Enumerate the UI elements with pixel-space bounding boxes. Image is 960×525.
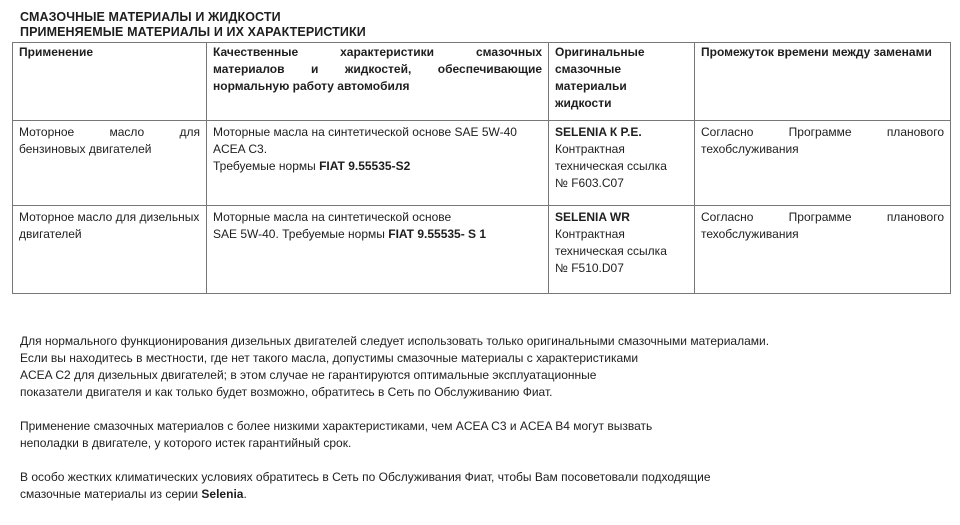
column-header-application: Применение: [13, 43, 207, 121]
cell-original-material: SELENIA К P.E. Контрактная техническая ссылка № F603.C07: [549, 121, 695, 206]
fiat-spec: FIAT 9.55535-S2: [319, 159, 411, 173]
table-header-row: [13, 43, 951, 121]
title-line-2: ПРИМЕНЯЕМЫЕ МАТЕРИАЛЫ И ИХ ХАРАКТЕРИСТИКИ: [20, 25, 366, 39]
product-name: SELENIA К P.E.: [555, 125, 642, 139]
title-line-1: СМАЗОЧНЫЕ МАТЕРИАЛЫ И ЖИДКОСТИ: [20, 10, 281, 24]
table-row: [13, 206, 951, 294]
lubricants-table: [12, 42, 951, 294]
cell-application: Моторное масло для дизельных двигателей: [13, 206, 207, 294]
notes-section: Для нормального функционирования дизельных двигателей следует использовать только оригинальными смазочными материалами. Если вы находитесь в местности, где нет такого масла, допустимы смазочные материалы с характеристиками ACEA C2 для дизельных двигателей; в этом случае не гарантируются оптимальные эксплуатационные показатели двигателя и как только будет возможно, обратитесь в Сеть по Обслуживанию Фиат. Применение смазочных материалов с более низкими характеристиками, чем ACEA C3 и ACEA B4 могут вызвать неполадки в двигателе, у которого истек гарантийный срок. В особо жестких климатических условиях обратитесь в Сеть по Обслуживания Фиат, чтобы Вам посоветовали подходящие смазочные материалы из серии Selenia.: [20, 334, 770, 501]
cell-application: Моторное масло для бензиновых двигателей: [13, 121, 207, 206]
cell-interval: Согласно Программе планового техобслуживания: [695, 121, 951, 206]
cell-original-material: SELENIA WR Контрактная техническая ссылка № F510.D07: [549, 206, 695, 294]
product-name: SELENIA WR: [555, 210, 630, 224]
column-header-original-materials: Оригинальные смазочные материальи жидкости: [549, 43, 695, 121]
brand-name: Selenia: [201, 487, 244, 501]
document-title: [20, 10, 366, 40]
table-row: [13, 121, 951, 206]
column-header-interval: Промежуток времени между заменами: [695, 43, 951, 121]
column-header-characteristics: Качественные характеристики смазочных материалов и жидкостей, обеспечивающие нормальную работу автомобиля: [207, 43, 549, 121]
cell-characteristics: Моторные масла на синтетической основе SAE 5W-40 ACEA C3. Требуемые нормы FIAT 9.55535-S2: [207, 121, 549, 206]
fiat-spec: FIAT 9.55535- S 1: [388, 227, 487, 241]
cell-interval: Согласно Программе планового техобслуживания: [695, 206, 951, 294]
cell-characteristics: Моторные масла на синтетической основе SAE 5W-40. Требуемые нормы FIAT 9.55535- S 1: [207, 206, 549, 294]
